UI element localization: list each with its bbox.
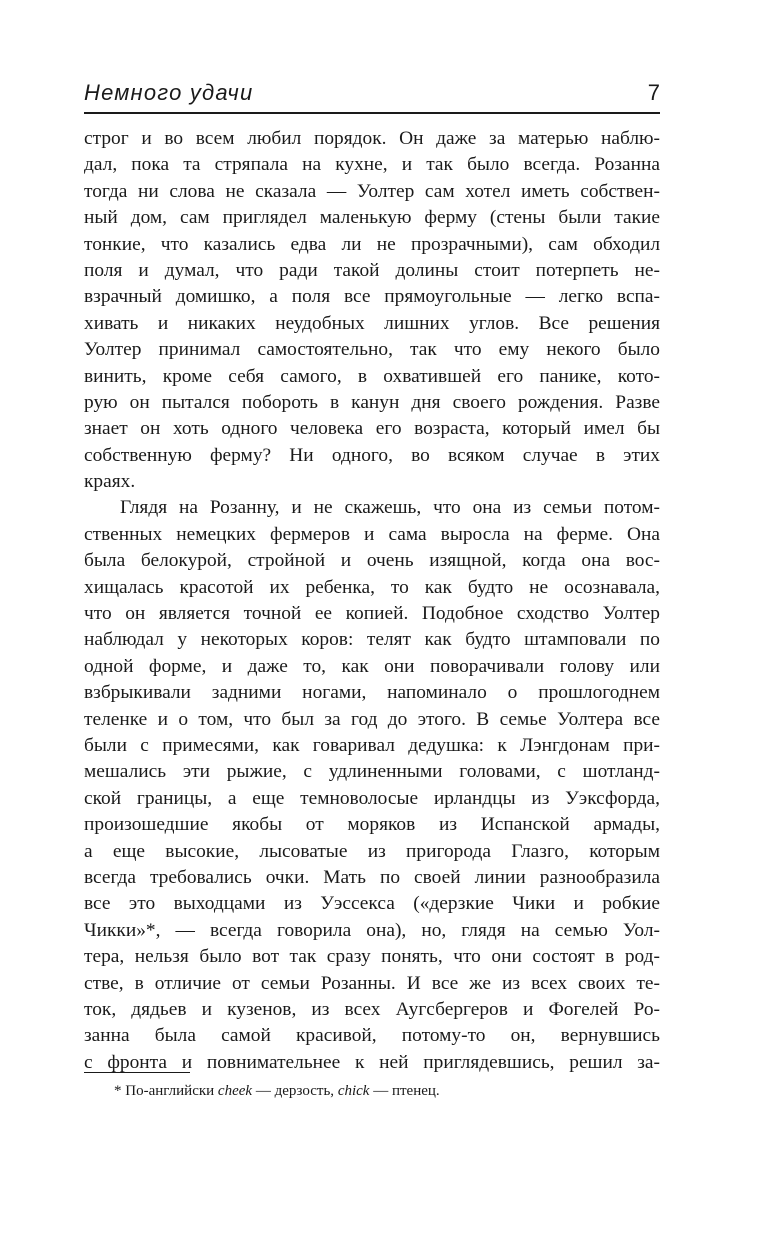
text-line: ской границы, а еще темноволосые ирландцы из Уэксфорда,: [84, 787, 660, 809]
text-line: рую он пытался побороть в канун дня своего рождения. Разве: [84, 391, 660, 413]
text-line: взбрыкивали задними ногами, напоминало о прошлогоднем: [84, 682, 660, 704]
text-line: Уолтер принимал самостоятельно, так что ему некого было: [84, 339, 660, 361]
text-line: были с примесями, как говаривал дедушка: к Лэнгдонам при-: [84, 734, 660, 756]
footnote-word-chick: chick: [337, 1083, 370, 1099]
text-line: с фронта и повнимательнее к ней приглядевшись, решил за-: [84, 1051, 660, 1073]
footnote-text-1: — дерзость,: [255, 1083, 335, 1099]
text-line: ственных немецких фермеров и сама выросла на ферме. Она: [84, 523, 660, 545]
footnote-prefix: По-английски: [125, 1083, 215, 1099]
text-line: Глядя на Розанну, и не скажешь, что она из семьи потом-: [120, 497, 660, 519]
text-line: поля и думал, что ради такой долины стоит потерпеть не-: [84, 259, 660, 281]
text-line: знает он хоть одного человека его возраста, который имел бы: [84, 418, 660, 440]
text-line: занна была самой красивой, потому-то он, вернувшись: [84, 1025, 660, 1047]
text-line: стве, в отличие от семьи Розанны. И все же из всех своих те-: [84, 972, 660, 994]
text-line: тонкие, что казались едва ли не прозрачными), сам обходил: [84, 233, 660, 255]
text-line: ный дом, сам приглядел маленькую ферму (стены были такие: [84, 207, 660, 229]
running-header: [84, 78, 660, 114]
text-line: хивать и никаких неудобных лишних углов. Все решения: [84, 312, 660, 334]
text-line: мешались эти рыжие, с удлиненными головами, с шотланд-: [84, 761, 660, 783]
body-text: [84, 126, 660, 1076]
text-line: собственную ферму? Ни одного, во всяком случае в этих: [84, 444, 660, 466]
text-line: что он является точной ее копией. Подобное сходство Уолтер: [84, 603, 660, 625]
text-line: была белокурой, стройной и очень изящной, когда она вос-: [84, 550, 660, 572]
text-line: всегда требовались очки. Мать по своей линии разнообразила: [84, 866, 660, 888]
text-line: теленке и о том, что был за год до этого. В семье Уолтера все: [84, 708, 660, 730]
text-line: произошедшие якобы от моряков из Испанской армады,: [84, 814, 660, 836]
footnote: [114, 1080, 440, 1102]
text-line: строг и во всем любил порядок. Он даже за матерью наблю-: [84, 128, 660, 149]
text-line: тогда ни слова не сказала — Уолтер сам хотел иметь собствен-: [84, 180, 660, 202]
text-line: наблюдал у некоторых коров: телят как будто штамповали по: [84, 629, 660, 651]
text-line: ток, дядьев и кузенов, из всех Аугсбергеров и Фогелей Ро-: [84, 998, 660, 1020]
footnote-text-2: — птенец.: [373, 1083, 440, 1099]
text-line: тера, нельзя было вот так сразу понять, что они состоят в род-: [84, 946, 660, 968]
footnote-marker: *: [114, 1083, 122, 1099]
text-line: дал, пока та стряпала на кухне, и так было всегда. Розанна: [84, 154, 660, 176]
text-line: одной форме, и даже то, как они поворачивали голову или: [84, 655, 660, 677]
running-title: Немного удачи: [84, 80, 254, 105]
text-line: винить, кроме себя самого, в охватившей его панике, кото-: [84, 365, 660, 387]
text-line: все это выходцами из Уэссекса («дерзкие Чики и робкие: [84, 893, 660, 915]
text-line: а еще высокие, лысоватые из пригорода Глазго, которым: [84, 840, 660, 862]
text-line: взрачный домишко, а поля все прямоугольные — легко вспа-: [84, 286, 660, 308]
footnote-word-cheek: cheek: [217, 1083, 253, 1099]
text-line: краях.: [84, 471, 136, 493]
footnote-divider: [84, 1072, 190, 1073]
page-number: 7: [647, 80, 660, 105]
text-line: Чикки»*, — всегда говорила она), но, глядя на семью Уол-: [84, 919, 660, 941]
text-line: хищалась красотой их ребенка, то как будто не осознавала,: [84, 576, 660, 598]
